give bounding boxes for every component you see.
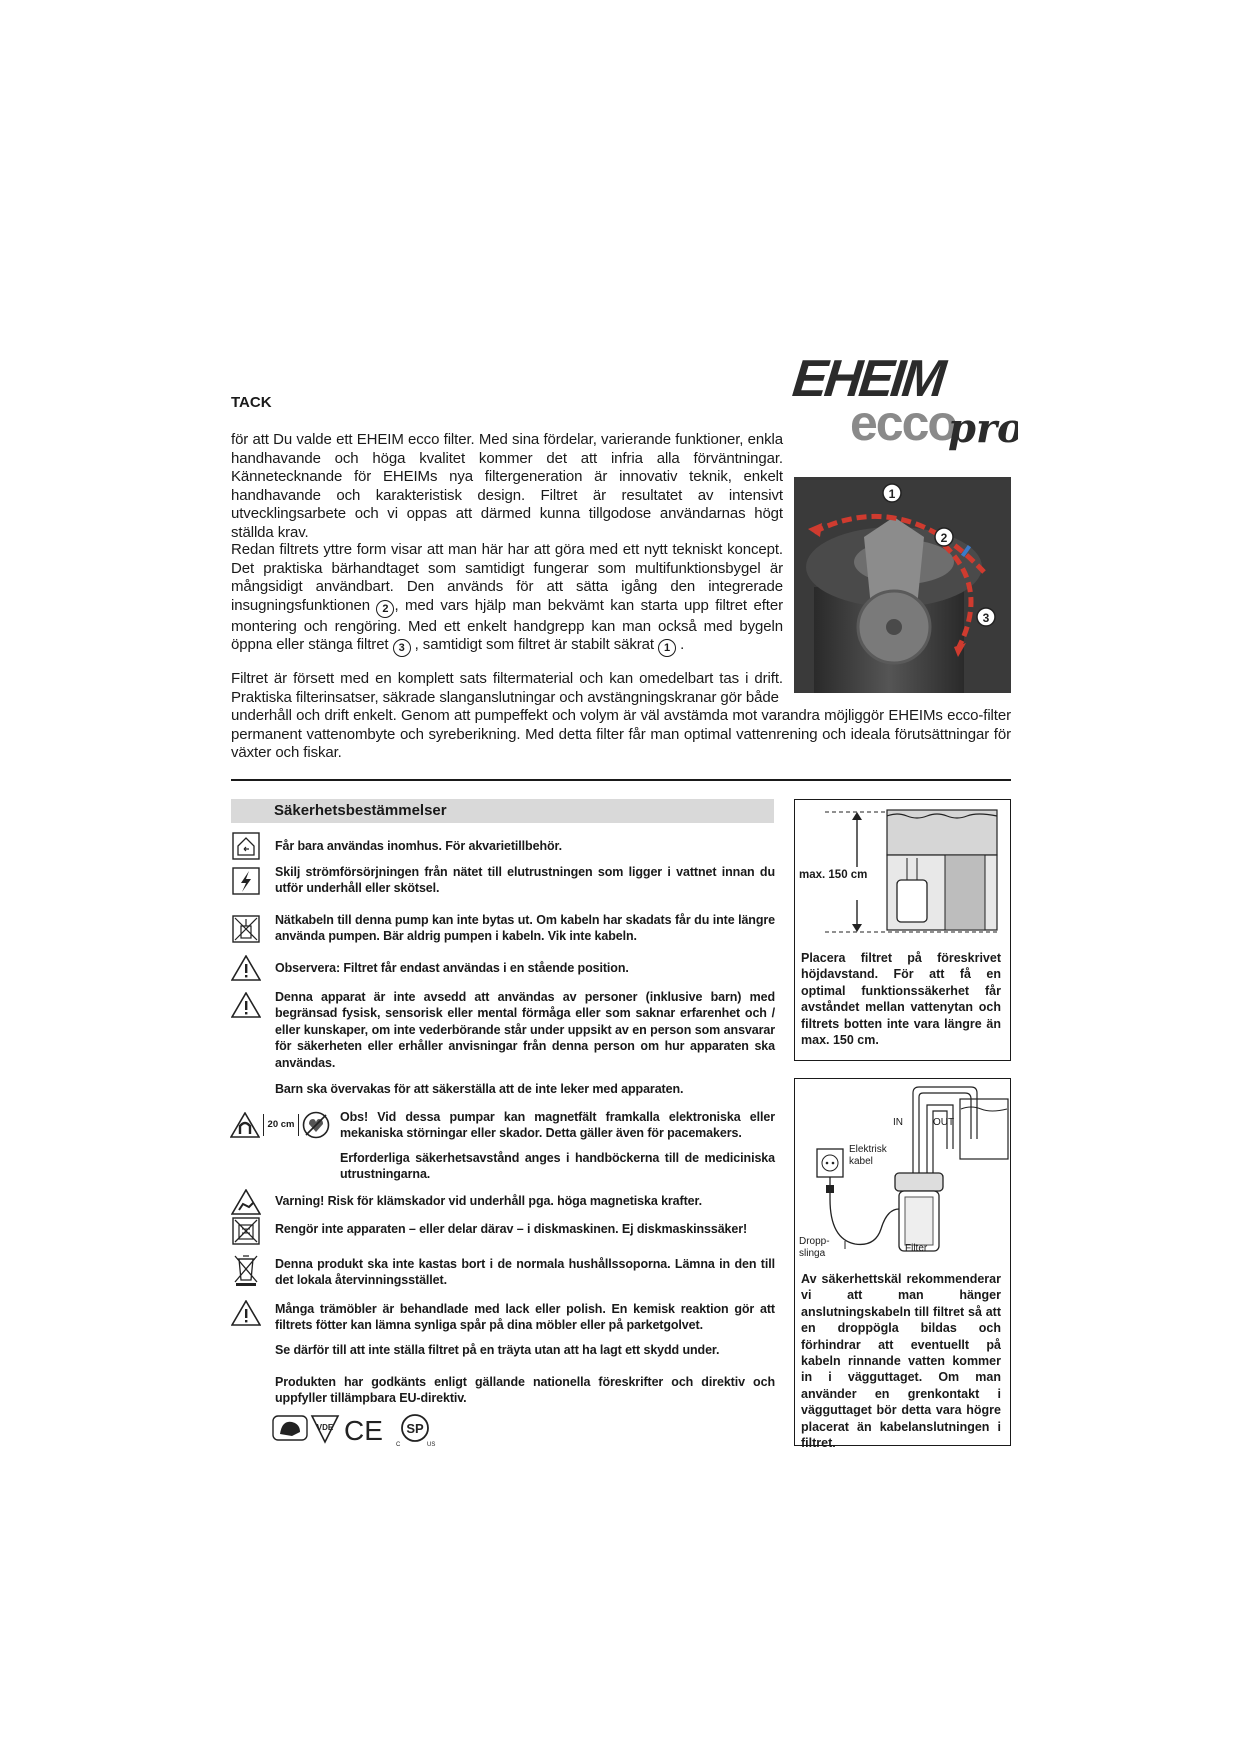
label-loop-line1: Dropp- xyxy=(799,1236,830,1247)
intro-p2-text-a: Redan filtrets yttre form visar att man här har att göra med ett nytt tekniskt koncept. Det praktiska bärhandtaget som samtidigt fungerar som multifunktionsbygel är mångsidigt användbart. Den används för att sätta igång den integrerade insugningsfunktionen xyxy=(231,541,783,614)
safety-rule-8: Erforderliga säkerhetsavstånd anges i handböckerna till de mediciniska utrustningarna. xyxy=(340,1151,775,1182)
safety-rule-10: Rengör inte apparaten – eller delar därav – i diskmaskinen. Ej diskmaskinssäker! xyxy=(275,1222,748,1236)
safety-rule-1: Får bara användas inomhus. För akvarietillbehör. xyxy=(275,839,562,853)
intro-p2-text-d: . xyxy=(680,636,685,654)
label-out: OUT xyxy=(933,1117,955,1128)
label-cable xyxy=(849,1144,887,1168)
magnet-warning-icon xyxy=(230,1112,260,1143)
crush-warning-icon xyxy=(231,1189,261,1220)
label-drip-loop xyxy=(799,1236,830,1260)
warning-triangle-icon xyxy=(231,992,261,1023)
warning-triangle-icon xyxy=(231,1300,261,1331)
csa-c-mark: C xyxy=(396,1442,401,1448)
height-label: max. 150 cm xyxy=(799,869,868,881)
section-divider xyxy=(231,779,1011,781)
intro-p2-text-b: , med vars hjälp man bekvämt kan starta upp filtret efter montering och rengöring. Med ett enkelt handgrepp kan man också med bygeln öppna eller stänga filtret xyxy=(231,596,783,654)
pacemaker-icon xyxy=(302,1111,330,1144)
distance-label: 20 cm xyxy=(267,1119,295,1130)
logo-ecco: ecco xyxy=(850,395,956,451)
intro-heading: TACK xyxy=(231,394,272,411)
intro-paragraph-2 xyxy=(231,541,783,657)
height-info-box xyxy=(794,799,1011,1061)
indoor-use-icon xyxy=(232,832,260,865)
label-loop-line2: slinga xyxy=(799,1248,826,1259)
safety-heading: Säkerhetsbestämmelser xyxy=(274,802,447,819)
label-filter: Filter xyxy=(905,1243,928,1254)
label-in: IN xyxy=(893,1117,903,1128)
distance-indicator xyxy=(263,1114,299,1136)
csa-mark: SP xyxy=(406,1421,424,1436)
logo-pro: pro xyxy=(948,405,1018,452)
drip-loop-box-text: Av säkerhettskäl rekommenderar vi att man hänger anslutningskabeln till filtret så att en droppögla bildas och förhindrar att eventuellt på kabeln rinnande vatten kommer in i vägguttaget. Om man använder en grenkontakt i vägguttaget bör detta vara högre placerat än kabelanslutningen i filtret. xyxy=(801,1272,1001,1451)
circled-number-2: 2 xyxy=(376,600,394,618)
safety-rule-12: Många trämöbler är behandlade med lack eller polish. En kemisk reaktion gör att filtrets fötter kan lämna synliga spår på dina möbler eller på parketgolvet. xyxy=(275,1302,775,1333)
warning-triangle-icon xyxy=(231,955,261,986)
photo-marker-3: 3 xyxy=(982,611,990,625)
safety-rule-13: Se därför till att inte ställa filtret på en träyta utan att ha lagt ett skydd under. xyxy=(275,1343,720,1357)
circled-number-3: 3 xyxy=(393,639,411,657)
height-box-text: Placera filtret på föreskrivet höjdavstand. För att få en optimal funktionssäkerhet får avståndet mellan vattenytan och filtrets botten inte vara längre än max. 150 cm. xyxy=(801,951,1001,1048)
circled-number-1: 1 xyxy=(658,639,676,657)
ce-mark: CE xyxy=(344,1415,383,1446)
safety-rule-6: Barn ska övervakas för att säkerställa att de inte leker med apparaten. xyxy=(275,1082,684,1096)
label-cable-line1: Elektrisk xyxy=(849,1144,887,1155)
safety-rule-2: Skilj strömförsörjningen från nätet till elutrustningen som ligger i vattnet innan du utför underhåll eller skötsel. xyxy=(275,865,775,896)
drip-loop-info-box xyxy=(794,1078,1011,1451)
safety-rule-11: Denna produkt ska inte kastas bort i de normala hushållssoporna. Lämna in den till det lokala återvinningsstället. xyxy=(275,1257,775,1288)
safety-rule-3: Nätkabeln till denna pump kan inte bytas ut. Om kabeln har skadats får du inte längre använda pumpen. Bär aldrig pumpen i kabeln. Vik inte kabeln. xyxy=(275,913,775,944)
safety-rule-5: Denna apparat är inte avsedd att användas av personer (inklusive barn) med begränsad fysisk, sensorisk eller mental förmåga eller som saknar erfarenhet och / eller kunskaper, om inte vederbörande står under uppsikt av en person som ansvarar för säkerheten eller erhåller anvisningar från denna person om hur apparaten ska användas. xyxy=(275,990,775,1070)
label-cable-line2: kabel xyxy=(849,1156,873,1167)
weee-crossed-bin-icon xyxy=(232,1253,260,1292)
filter-handle-photo xyxy=(794,477,1011,693)
no-dishwasher-icon xyxy=(232,1217,260,1250)
safety-rule-9: Varning! Risk för klämskador vid underhåll pga. höga magnetiska krafter. xyxy=(275,1194,702,1208)
safety-heading-bar xyxy=(231,799,774,823)
intro-paragraph-3a xyxy=(231,670,783,707)
intro-paragraph-1 xyxy=(231,431,783,543)
logo-eheim: EHEIM xyxy=(790,350,946,408)
safety-rule-4: Observera: Filtret får endast användas i en stående position. xyxy=(275,961,629,975)
certification-marks xyxy=(272,1412,452,1453)
intro-p1-text: för att Du valde ett EHEIM ecco filter. Med sina fördelar, varierande funktioner, enkla handhavande och höga kvalitet kommer det att infria alla förväntningar. Kännetecknande för EHEIMs nya filtergeneration är innovativ teknik, enkelt handhavande och karakteristisk design. Filtret är resultatet av intensivt utvecklingsarbete och vi oppas att därmed kunna tillgodose användarnas högt ställda krav. xyxy=(231,431,783,541)
intro-p3b-text: underhåll och drift enkelt. Genom att pumpeffekt och volym är väl avstämda mot varandra möjliggör EHEIMs ecco-filter permanent vattenombyte och syreberikning. Med detta filter får man optimal vattenrening och ideala förutsättningar för växter och fiskar. xyxy=(231,707,1011,762)
no-cable-carry-icon xyxy=(232,915,260,948)
intro-p2-text-c: , samtidigt som filtret är stabilt säkrat xyxy=(414,636,654,654)
intro-p3a-text: Filtret är försett med en komplett sats filtermaterial och kan omedelbart tas i drift. Praktiska filterinsatser, säkrade slanganslutningar och avstängningskranar gör både xyxy=(231,670,783,706)
intro-paragraph-3b xyxy=(231,707,1011,763)
safety-rule-14: Produkten har godkänts enligt gällande nationella föreskrifter och direktiv och uppfyller tillämpbara EU-direktiv. xyxy=(275,1375,775,1406)
lightning-icon xyxy=(232,867,260,900)
vde-mark: VDE xyxy=(316,1423,334,1432)
eheim-ecco-pro-logo xyxy=(790,350,1018,460)
safety-rule-7: Obs! Vid dessa pumpar kan magnetfält framkalla elektroniska eller mekaniska störningar eller skador. Detta gäller även för pacemakers. xyxy=(340,1110,775,1141)
csa-us-mark: US xyxy=(427,1442,436,1448)
photo-marker-2: 2 xyxy=(940,531,948,545)
photo-marker-1: 1 xyxy=(888,487,896,501)
